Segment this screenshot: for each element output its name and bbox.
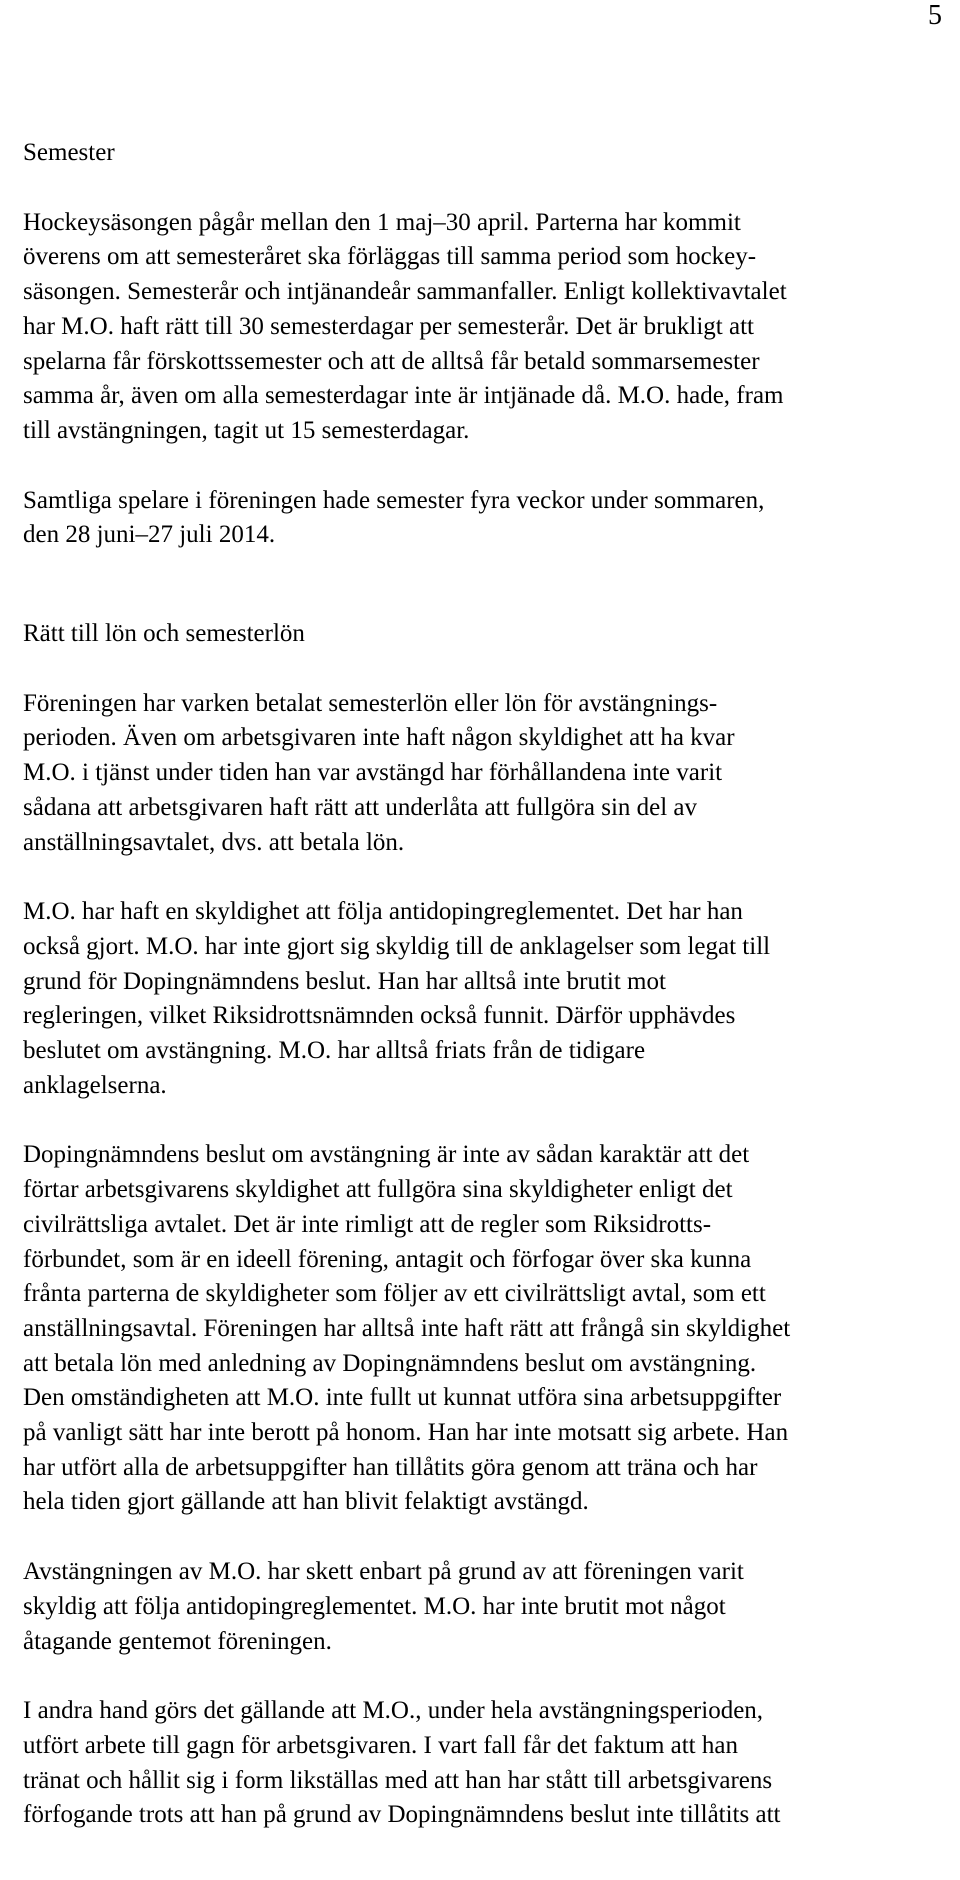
paragraph-line: Avstängningen av M.O. har skett enbart på grund av att föreningen varit — [23, 1558, 744, 1586]
paragraph-line: överens om att semesteråret ska förläggas till samma period som hockey- — [23, 243, 757, 271]
paragraph-line: beslutet om avstängning. M.O. har alltså friats från de tidigare — [23, 1037, 646, 1064]
paragraph-line: M.O. har haft en skyldighet att följa antidopingreglementet. Det har han — [23, 898, 743, 926]
paragraph-line: skyldig att följa antidopingreglementet. M.O. har inte brutit mot något — [23, 1592, 726, 1620]
paragraph-line: förfogande trots att han på grund av Dopingnämndens beslut inte tillåtits att — [23, 1801, 781, 1829]
paragraph-line: också gjort. M.O. har inte gjort sig skyldig till de anklagelser som legat till — [23, 932, 771, 960]
section-heading: Rätt till lön och semesterlön — [23, 620, 305, 647]
paragraph-line: förtar arbetsgivarens skyldighet att fullgöra sina skyldigheter enligt det — [23, 1176, 733, 1204]
paragraph-line: Samtliga spelare i föreningen hade semester fyra veckor under sommaren, — [23, 486, 765, 514]
paragraph-line: sådana att arbetsgivaren haft rätt att underlåta att fullgöra sin del av — [23, 793, 698, 821]
paragraph-line: I andra hand görs det gällande att M.O., under hela avstängningsperioden, — [23, 1697, 764, 1725]
paragraph-line: anklagelserna. — [23, 1071, 167, 1099]
paragraph-line: har utfört alla de arbetsuppgifter han tillåtits göra genom att träna och har — [23, 1453, 758, 1481]
paragraph-line: samma år, även om alla semesterdagar inte är intjänade då. M.O. hade, fram — [23, 382, 784, 410]
paragraph-line: grund för Dopingnämndens beslut. Han har alltså inte brutit mot — [23, 967, 666, 995]
paragraph-line: till avstängningen, tagit ut 15 semesterdagar. — [23, 416, 470, 444]
paragraph-line: regleringen, vilket Riksidrottsnämnden också funnit. Därför upphävdes — [23, 1002, 736, 1030]
paragraph-line: säsongen. Semesterår och intjänandeår sammanfaller. Enligt kollektivavtalet — [23, 278, 787, 306]
paragraph-line: hela tiden gjort gällande att han blivit felaktigt avstängd. — [23, 1488, 589, 1516]
paragraph-line: förbundet, som är en ideell förening, antagit och förfogar över ska kunna — [23, 1245, 752, 1273]
paragraph-line: Den omständigheten att M.O. inte fullt ut kunnat utföra sina arbetsuppgifter — [23, 1384, 782, 1412]
paragraph-line: den 28 juni–27 juli 2014. — [23, 521, 276, 549]
paragraph-line: civilrättsliga avtalet. Det är inte rimligt att de regler som Riksidrotts- — [23, 1210, 712, 1238]
page-number: 5 — [928, 0, 942, 31]
paragraph-line: på vanligt sätt har inte berott på honom. Han har inte motsatt sig arbete. Han — [23, 1419, 789, 1446]
paragraph-line: Dopingnämndens beslut om avstängning är inte av sådan karaktär att det — [23, 1141, 750, 1169]
paragraph-line: perioden. Även om arbetsgivaren inte haft någon skyldighet att ha kvar — [23, 724, 735, 752]
paragraph-line: utfört arbete till gagn för arbetsgivaren. I vart fall får det faktum att han — [23, 1731, 738, 1759]
paragraph-line: anställningsavtalet, dvs. att betala lön. — [23, 828, 405, 856]
paragraph-line: åtagande gentemot föreningen. — [23, 1627, 332, 1655]
paragraph-line: har M.O. haft rätt till 30 semesterdagar per semesterår. Det är brukligt att — [23, 312, 754, 340]
paragraph-line: spelarna får förskottssemester och att de alltså får betald sommarsemester — [23, 347, 760, 375]
paragraph-line: frånta parterna de skyldigheter som följer av ett civilrättsligt avtal, som ett — [23, 1280, 766, 1308]
section-heading: Semester — [23, 139, 115, 166]
paragraph-line: tränat och hållit sig i form likställas med att han har stått till arbetsgivarens — [23, 1766, 773, 1794]
paragraph-line: M.O. i tjänst under tiden han var avstängd har förhållandena inte varit — [23, 759, 723, 787]
paragraph-line: anställningsavtal. Föreningen har alltså inte haft rätt att frångå sin skyldighet — [23, 1314, 791, 1342]
paragraph-line: Hockeysäsongen pågår mellan den 1 maj–30 april. Parterna har kommit — [23, 208, 741, 236]
paragraph-line: att betala lön med anledning av Dopingnämndens beslut om avstängning. — [23, 1349, 757, 1377]
paragraph-line: Föreningen har varken betalat semesterlön eller lön för avstängnings- — [23, 689, 718, 717]
